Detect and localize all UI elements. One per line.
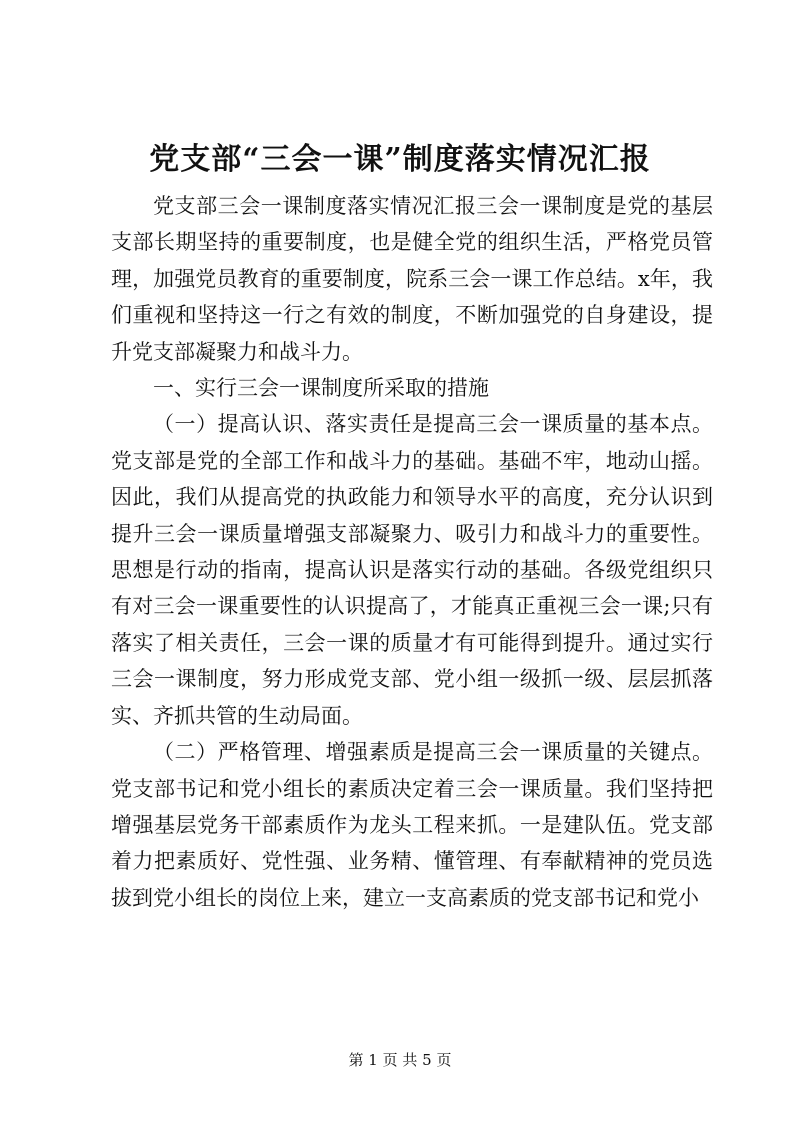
page-footer: 第 1 页 共 5 页 <box>348 1051 452 1069</box>
paragraph-section-heading: 一、实行三会一课制度所采取的措施 <box>153 376 489 401</box>
document-body <box>111 188 713 916</box>
paragraph-measure-one: （一）提高认识、落实责任是提高三会一课质量的基本点。党支部是党的全部工作和战斗力的基础。基础不牢，地动山摇。因此，我们从提高党的执政能力和领导水平的高度，充分认识到提升三会一课质量增强支部凝聚力、吸引力和战斗力的重要性。思想是行动的指南，提高认识是落实行动的基础。各级党组织只有对三会一课重要性的认识提高了，才能真正重视三会一课;只有落实了相关责任，三会一课的质量才有可能得到提升。通过实行三会一课制度，努力形成党支部、党小组一级抓一级、层层抓落实、齐抓共管的生动局面。 <box>111 412 713 728</box>
paragraph-intro: 党支部三会一课制度落实情况汇报三会一课制度是党的基层支部长期坚持的重要制度，也是健全党的组织生活，严格党员管理，加强党员教育的重要制度，院系三会一课工作总结。x年，我们重视和坚持这一行之有效的制度，不断加强党的自身建设，提升党支部凝聚力和战斗力。 <box>111 194 713 364</box>
document-title: 党支部“三会一课”制度落实情况汇报 <box>149 142 651 177</box>
paragraph-measure-two: （二）严格管理、增强素质是提高三会一课质量的关键点。党支部书记和党小组长的素质决定着三会一课质量。我们坚持把增强基层党务干部素质作为龙头工程来抓。一是建队伍。党支部着力把素质好、党性强、业务精、懂管理、有奉献精神的党员选拔到党小组长的岗位上来，建立一支高素质的党支部书记和党小 <box>111 740 713 910</box>
